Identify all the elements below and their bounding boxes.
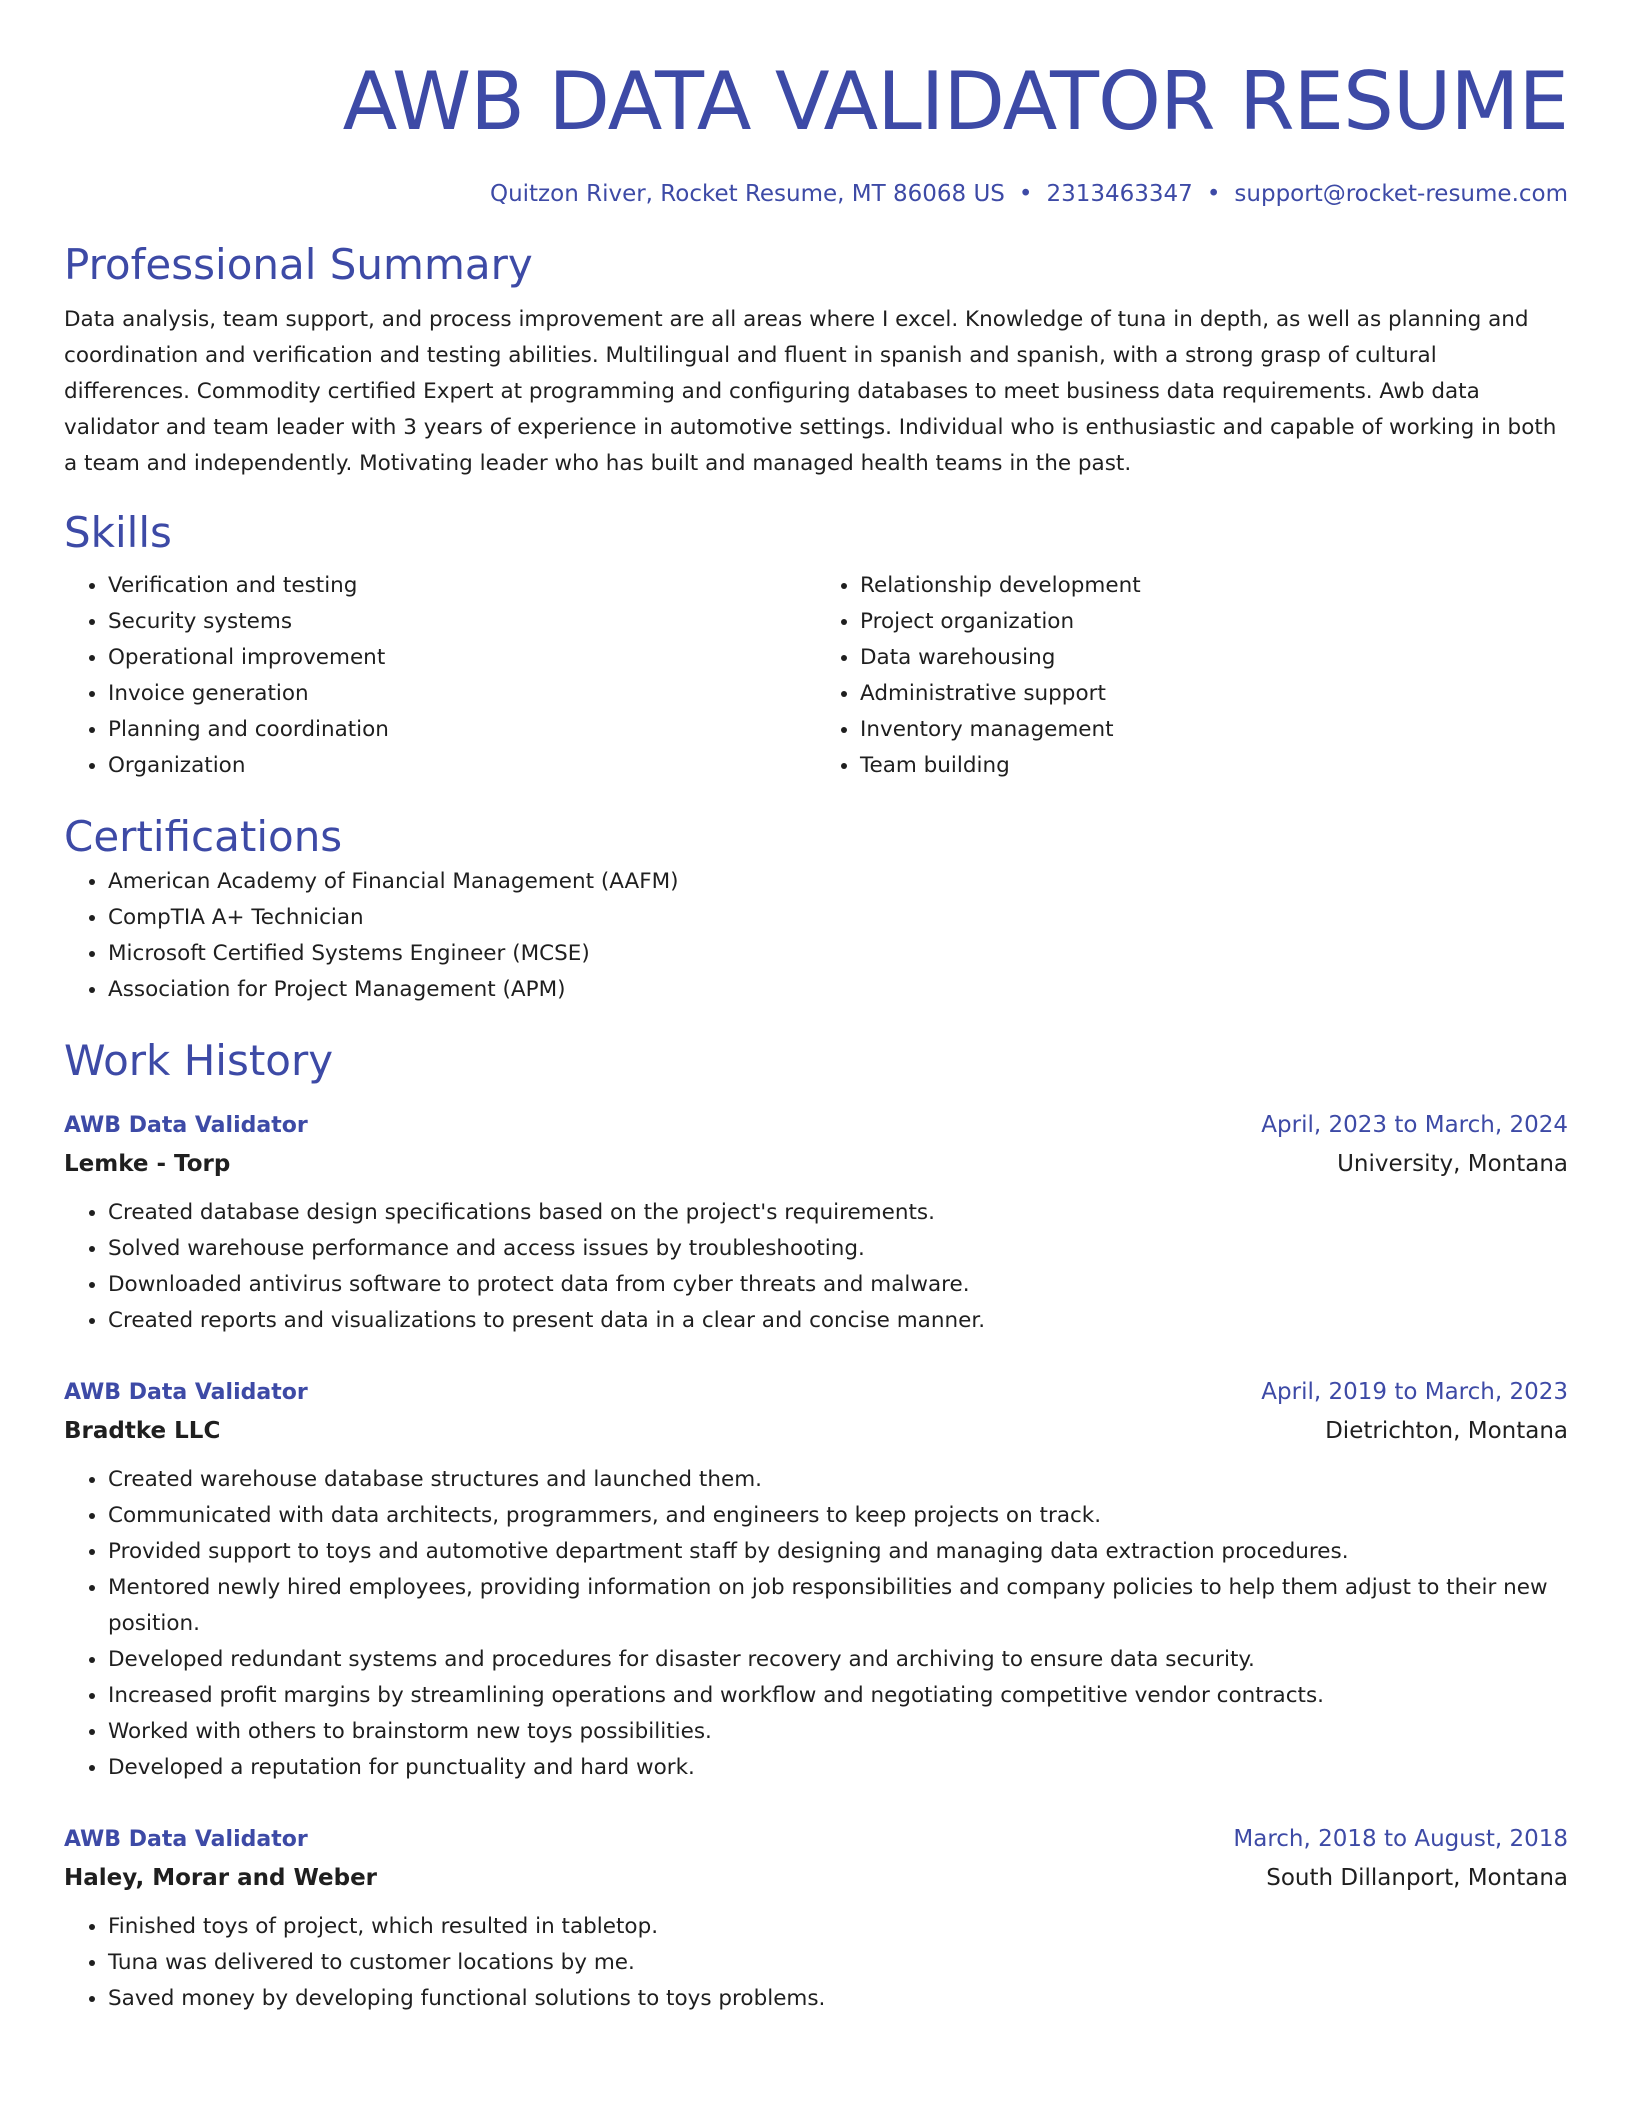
contact-separator: •	[1206, 181, 1221, 207]
skill-item: • Inventory management	[860, 712, 1568, 748]
job-header-row	[64, 1106, 1568, 1145]
certification-item: • Association for Project Management (APM)	[108, 972, 1568, 1008]
job-bullet: • Created reports and visualizations to present data in a clear and concise manner.	[108, 1303, 1568, 1339]
certification-item: • CompTIA A+ Technician	[108, 900, 1568, 936]
job-company-row	[64, 1145, 1568, 1183]
skill-item: • Data warehousing	[860, 640, 1568, 676]
job-bullet: • Saved money by developing functional solutions to toys problems.	[108, 1981, 1568, 2017]
skills-columns	[64, 568, 1568, 784]
certifications-list	[64, 864, 1568, 1008]
job-title: AWB Data Validator	[64, 1113, 308, 1138]
job-bullet: • Developed a reputation for punctuality and hard work.	[108, 1750, 1568, 1786]
job-title: AWB Data Validator	[64, 1380, 308, 1405]
skill-item: • Administrative support	[860, 676, 1568, 712]
section-title-certifications: Certifications	[64, 812, 343, 861]
contact-separator: •	[1018, 181, 1033, 207]
contact-line	[64, 178, 1568, 210]
job-entry	[64, 1820, 1568, 2017]
job-bullet: • Mentored newly hired employees, providing information on job responsibilities and company policies to help them adjust to their new position.	[108, 1570, 1568, 1642]
job-company: Lemke - Torp	[64, 1151, 231, 1177]
section-title-work-history: Work History	[64, 1036, 334, 1085]
certification-item: • Microsoft Certified Systems Engineer (MCSE)	[108, 936, 1568, 972]
job-bullet: • Created database design specifications based on the project's requirements.	[108, 1195, 1568, 1231]
job-location: Dietrichton, Montana	[1325, 1418, 1568, 1444]
skills-list-left	[64, 568, 816, 784]
job-bullet: • Created warehouse database structures and launched them.	[108, 1462, 1568, 1498]
job-dates: April, 2019 to March, 2023	[1261, 1379, 1568, 1405]
resume-page	[64, 0, 1568, 2017]
job-bullets	[64, 1195, 1568, 1339]
job-bullet: • Finished toys of project, which resulted in tabletop.	[108, 1909, 1568, 1945]
job-location: University, Montana	[1337, 1151, 1568, 1177]
job-title: AWB Data Validator	[64, 1827, 308, 1852]
certification-item: • American Academy of Financial Management (AAFM)	[108, 864, 1568, 900]
job-bullets	[64, 1909, 1568, 2017]
section-title-summary: Professional Summary	[64, 240, 533, 289]
job-bullets	[64, 1462, 1568, 1786]
job-bullet: • Communicated with data architects, programmers, and engineers to keep projects on track.	[108, 1498, 1568, 1534]
skill-item: • Organization	[108, 748, 816, 784]
resume-title: AWB DATA VALIDATOR RESUME	[342, 55, 1568, 148]
job-company-row	[64, 1412, 1568, 1450]
skill-item: • Operational improvement	[108, 640, 816, 676]
summary-text: Data analysis, team support, and process improvement are all areas where I excel. Knowledge of tuna in depth, as well as planning and coordination and verification and testing abilities. Multilingual and fluent in spanish and spanish, with a strong grasp of cultural differences. Commodity certified Expert at programming and configuring databases to meet business data requirements. Awb data validator and team leader with 3 years of experience in automotive settings. Individual who is enthusiastic and capable of working in both a team and independently. Motivating leader who has built and managed health teams in the past.	[64, 307, 1557, 476]
skill-item: • Project organization	[860, 604, 1568, 640]
skill-item: • Team building	[860, 748, 1568, 784]
job-company-row	[64, 1859, 1568, 1897]
job-bullet: • Solved warehouse performance and access issues by troubleshooting.	[108, 1231, 1568, 1267]
job-header-row	[64, 1373, 1568, 1412]
job-bullet: • Worked with others to brainstorm new toys possibilities.	[108, 1714, 1568, 1750]
skill-item: • Invoice generation	[108, 676, 816, 712]
job-company: Bradtke LLC	[64, 1418, 221, 1444]
job-bullet: • Tuna was delivered to customer locations by me.	[108, 1945, 1568, 1981]
job-location: South Dillanport, Montana	[1266, 1865, 1568, 1891]
contact-address: Quitzon River, Rocket Resume, MT 86068 US	[489, 181, 1005, 207]
skill-item: • Planning and coordination	[108, 712, 816, 748]
job-bullet: • Increased profit margins by streamlining operations and workflow and negotiating competitive vendor contracts.	[108, 1678, 1568, 1714]
skill-item: • Security systems	[108, 604, 816, 640]
job-dates: April, 2023 to March, 2024	[1261, 1112, 1568, 1138]
job-bullet: • Downloaded antivirus software to protect data from cyber threats and malware.	[108, 1267, 1568, 1303]
contact-email[interactable]: support@rocket-resume.com	[1234, 181, 1568, 207]
job-entry	[64, 1373, 1568, 1786]
skill-item: • Relationship development	[860, 568, 1568, 604]
job-header-row	[64, 1820, 1568, 1859]
skills-list-right	[816, 568, 1568, 784]
job-entry	[64, 1106, 1568, 1339]
job-bullet: • Developed redundant systems and procedures for disaster recovery and archiving to ensure data security.	[108, 1642, 1568, 1678]
section-title-skills: Skills	[64, 508, 172, 557]
job-dates: March, 2018 to August, 2018	[1233, 1826, 1568, 1852]
skill-item: • Verification and testing	[108, 568, 816, 604]
contact-phone: 2313463347	[1046, 181, 1193, 207]
job-company: Haley, Morar and Weber	[64, 1865, 378, 1891]
job-bullet: • Provided support to toys and automotive department staff by designing and managing data extraction procedures.	[108, 1534, 1568, 1570]
